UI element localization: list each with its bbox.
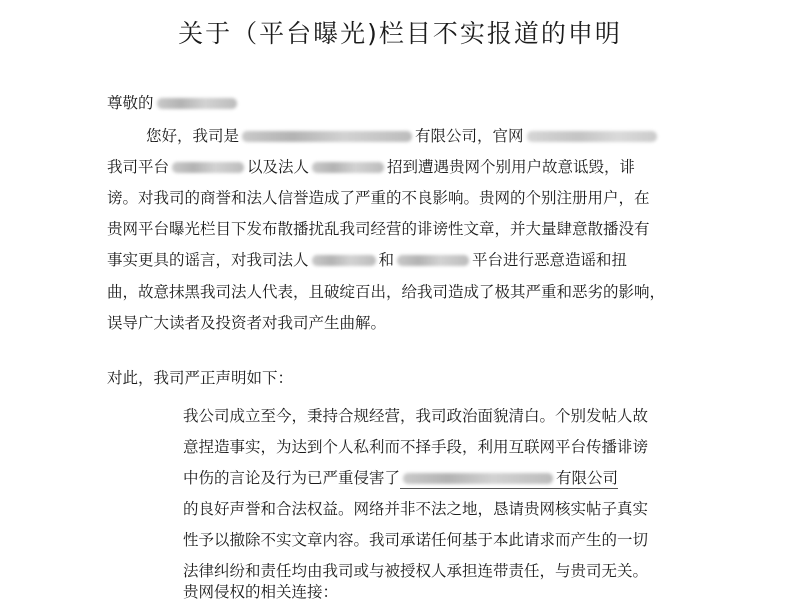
p1-line-3: 谤。对我司的商誉和法人信誉造成了严重的不良影响。贵网的个别注册用户，在 xyxy=(107,189,650,207)
p2-line-1: 对此，我司严正声明如下： xyxy=(107,369,294,387)
redacted-legal-person xyxy=(312,162,384,173)
p1-line-7: 误导广大读者及投资者对我司产生曲解。 xyxy=(107,314,387,332)
p1-line-5-a: 事实更具的谣言，对我司法人 xyxy=(107,251,309,269)
redacted-website xyxy=(527,131,657,142)
p1-line-1 xyxy=(146,126,660,146)
p1-line-6: 曲，故意抹黑我司法人代表，且破绽百出，给我司造成了极其严重和恶劣的影响， xyxy=(107,283,666,301)
p3-line-1: 我公司成立至今，秉持合规经营，我司政治面貌清白。个别发帖人故 xyxy=(183,407,649,425)
salutation-line xyxy=(107,93,240,113)
p1-line-1-a: 您好，我司是 xyxy=(146,127,240,145)
underlined-company xyxy=(400,469,618,489)
p3-line-2: 意捏造事实，为达到个人私利而不择手段，利用互联网平台传播诽谤 xyxy=(183,438,649,456)
p1-line-2-a: 我司平台 xyxy=(107,158,170,176)
p1-line-5-c: 平台进行恶意造谣和扭 xyxy=(472,251,628,269)
p1-line-5 xyxy=(107,250,627,270)
p1-line-2-c: 招到遭遇贵网个别用户故意诋毁，诽 xyxy=(387,158,636,176)
redacted-recipient xyxy=(157,98,237,109)
p1-line-2 xyxy=(107,157,635,177)
redacted-platform-name xyxy=(172,162,244,173)
p1-line-5-b: 和 xyxy=(378,251,395,269)
p3-line-3-a: 中伤的言论及行为已严重侵害了 xyxy=(183,469,401,487)
salutation-text: 尊敬的 xyxy=(107,94,154,112)
document-title: 关于（平台曝光)栏目不实报道的申明 xyxy=(178,19,622,48)
p3-line-3-b: 有限公司 xyxy=(556,469,619,487)
p4-line-1: 贵网侵权的相关连接： xyxy=(183,583,339,601)
redacted-legal-person-2 xyxy=(312,255,376,266)
p3-line-3 xyxy=(183,468,618,488)
p3-line-5: 性予以撤除不实文章内容。我司承诺任何基于本此请求而产生的一切 xyxy=(183,531,649,549)
p1-line-2-b: 以及法人 xyxy=(247,158,310,176)
redacted-company-name-2 xyxy=(403,473,553,484)
p3-line-4: 的良好声誉和合法权益。网络并非不法之地，恳请贵网核实帖子真实 xyxy=(183,500,649,518)
p1-line-1-b: 有限公司，官网 xyxy=(415,127,524,145)
p1-line-4: 贵网平台曝光栏目下发布散播扰乱我司经营的诽谤性文章，并大量肆意散播没有 xyxy=(107,220,650,238)
redacted-company-name xyxy=(242,131,412,142)
p3-line-6: 法律纠纷和责任均由我司或与被授权人承担连带责任，与贵司无关。 xyxy=(183,562,649,580)
redacted-platform-name-2 xyxy=(397,255,469,266)
